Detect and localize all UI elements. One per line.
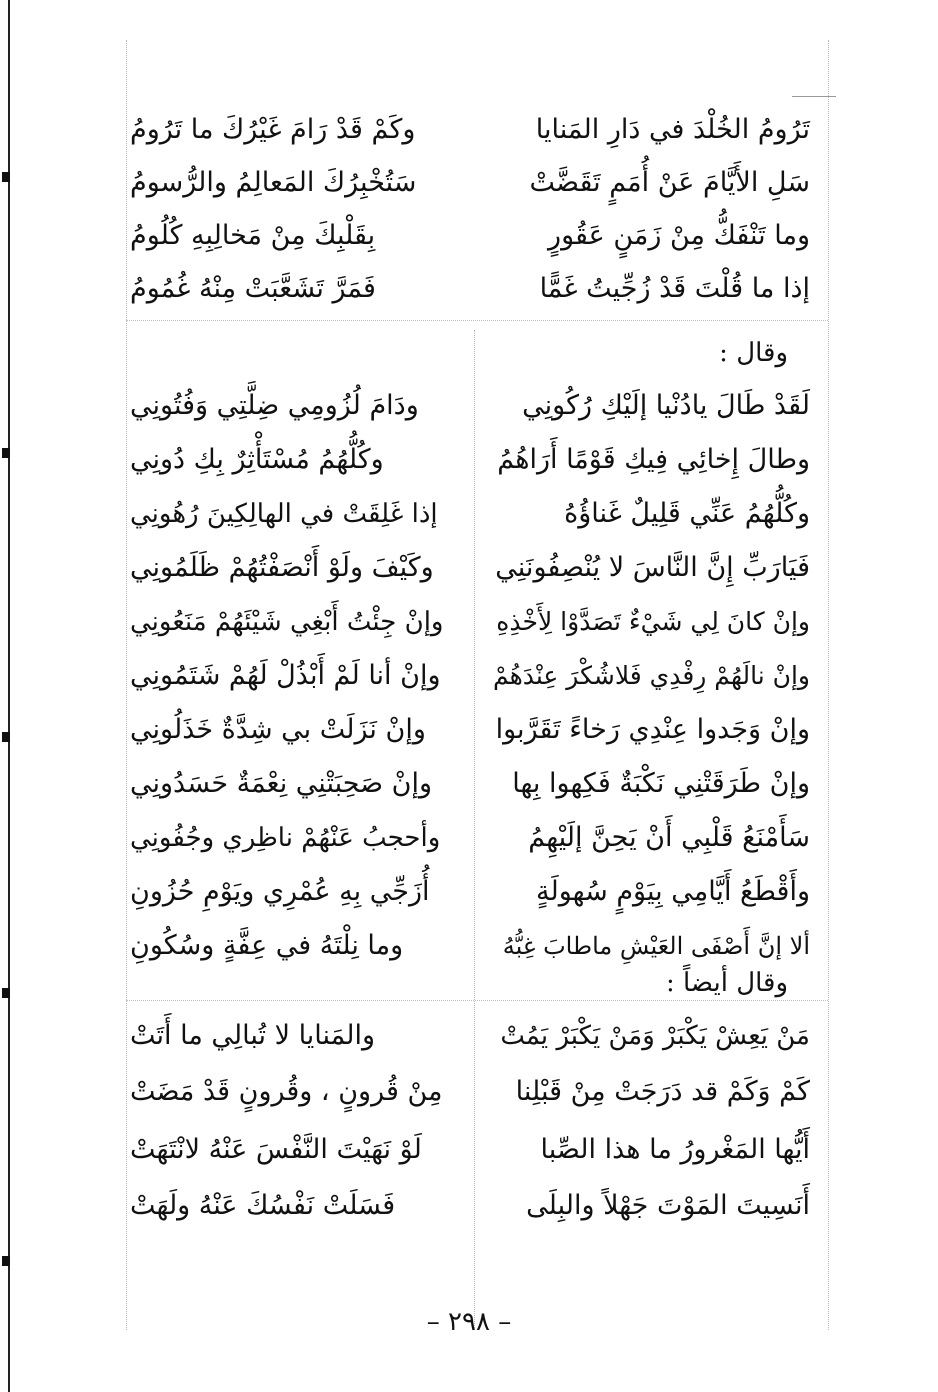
scan-edge-mark: [2, 172, 10, 182]
first-hemistich: وما تَنْفَكُّ مِنْ زَمَنٍ عَقُورٍ: [548, 220, 810, 251]
verse-line: [130, 1010, 810, 1062]
first-hemistich: كَمْ وَكَمْ قد دَرَجَتْ مِنْ قَبْلِنا: [515, 1076, 810, 1107]
verse-line: [130, 596, 810, 648]
second-hemistich: وأحجبُ عَنْهُمْ ناظِري وجُفُونِي: [130, 823, 441, 853]
verse-line: [130, 758, 810, 810]
first-hemistich: وإنْ طَرَقَتْنِي نَكْبَةٌ فَكِهوا بِها: [512, 768, 810, 799]
first-hemistich: وإنْ كانَ لِي شَيْءٌ تَصَدَّوْا لِأَخْذِهِ: [496, 607, 810, 636]
dotted-guide-line: [828, 40, 829, 1330]
verse-line: [130, 380, 810, 432]
verse-line: [130, 210, 810, 262]
first-hemistich: إذا ما قُلْتَ قَدْ زُجِّيتُ غَمًّا: [539, 273, 810, 304]
verse-line: [130, 488, 810, 540]
first-hemistich: ألا إنَّ أَصْفَى العَيْشِ ماطابَ غِبُّهُ: [502, 932, 810, 960]
dotted-guide-line: [126, 320, 828, 321]
first-hemistich: سَلِ الأَيَّامَ عَنْ أُمَمٍ تَقَضَّتْ: [529, 167, 810, 198]
second-hemistich: وكَيْفَ ولَوْ أَنْصَفْتُهُمْ ظَلَمُونِي: [130, 552, 434, 583]
second-hemistich: لَوْ نَهَيْتَ النَّفْسَ عَنْهُ لانْتَهَتْ: [130, 1134, 422, 1165]
second-hemistich: إذا غَلِقَتْ في الهالِكِينَ رُهُونِي: [130, 499, 438, 529]
verse-line: [130, 434, 810, 486]
scan-edge-mark: [2, 988, 10, 998]
second-hemistich: فَمَرَّ تَشَعَّبَتْ مِنْهُ غُمُومُ: [130, 273, 376, 304]
page-number: – ٢٩٨ –: [426, 1307, 512, 1337]
poem-intro: وقال أيضاً :: [665, 968, 788, 998]
second-hemistich: وإنْ نَزَلَتْ بي شِدَّةٌ خَذَلُونِي: [130, 714, 426, 745]
first-hemistich: وطالَ إِخائِي فِيكِ قَوْمًا أَرَاهُمُ: [497, 444, 810, 475]
second-hemistich: وإنْ أنا لَمْ أَبْذُلْ لَهُمْ شَتَمُونِي: [130, 660, 441, 691]
second-hemistich: وإنْ جِئْتُ أَبْغِي شَيْئَهُمْ مَنَعُونِي: [130, 607, 444, 637]
verse-line: [130, 104, 810, 156]
first-hemistich: وكُلُّهُمُ عَنِّي قَلِيلٌ غَناؤُهُ: [564, 498, 810, 529]
second-hemistich: وما نِلْتَهُ في عِفَّةٍ وسُكُونِ: [130, 930, 404, 961]
first-hemistich: تَرُومُ الخُلْدَ في دَارِ المَنايا: [535, 114, 810, 145]
scan-edge-mark: [2, 448, 10, 458]
first-hemistich: وإنْ نالَهُمْ رِفْدِي فَلاشُكْرَ عِنْدَهُمْ: [492, 661, 810, 690]
first-hemistich: مَنْ يَعِشْ يَكْبَرْ وَمَنْ يَكْبَرْ يَمُتْ: [500, 1021, 810, 1051]
verse-line: [130, 1066, 810, 1118]
verse-line: [130, 704, 810, 756]
second-hemistich: والمَنايا لا تُبالِي ما أَتَتْ: [130, 1020, 376, 1051]
verse-line: [130, 1180, 810, 1232]
second-hemistich: ودَامَ لُزُومِي ضِلَّتِي وَفُتُونِي: [130, 390, 419, 421]
header-rule: [792, 96, 836, 97]
verse-line: [130, 650, 810, 702]
verse-line: [130, 542, 810, 594]
second-hemistich: وكَمْ قَدْ رَامَ غَيْرُكَ ما تَرُومُ: [130, 114, 416, 145]
first-hemistich: أَيُّها المَغْرورُ ما هذا الصِّبا: [540, 1134, 810, 1165]
first-hemistich: فَيَارَبِّ إِنَّ النَّاسَ لا يُنْصِفُونَنِي: [495, 552, 810, 583]
verse-line: [130, 157, 810, 209]
second-hemistich: فَسَلَتْ نَفْسُكَ عَنْهُ ولَهَتْ: [130, 1190, 396, 1221]
first-hemistich: سَأَمْنَعُ قَلْبِي أَنْ يَحِنَّ إلَيْهِمُ: [528, 822, 810, 853]
scan-edge-line: [8, 0, 10, 1392]
second-hemistich: مِنْ قُرونٍ ، وقُرونٍ قَدْ مَضَتْ: [130, 1076, 443, 1107]
first-hemistich: أَنَسِيتَ المَوْتَ جَهْلاً والبِلَى: [526, 1190, 810, 1221]
dotted-guide-line: [126, 40, 127, 1330]
first-hemistich: وأَقْطَعُ أَيَّامِي بِيَوْمٍ سُهولَةٍ: [536, 876, 810, 907]
verse-line: [130, 1124, 810, 1176]
second-hemistich: وكُلُّهُمُ مُسْتَأْثِرٌ بِكِ دُونِي: [130, 444, 384, 475]
poem-intro: وقال :: [719, 338, 788, 368]
second-hemistich: بِقَلْبِكَ مِنْ مَخالِبِهِ كُلُومُ: [130, 220, 376, 251]
second-hemistich: سَتُخْبِرُكَ المَعالِمُ والرُّسومُ: [130, 167, 417, 198]
second-hemistich: وإنْ صَحِبَتْنِي نِعْمَةٌ حَسَدُونِي: [130, 768, 433, 799]
first-hemistich: لَقَدْ طَالَ يادُنْيا إلَيْكِ رُكُونِي: [522, 390, 810, 421]
verse-line: [130, 263, 810, 315]
second-hemistich: أُزَجِّي بِهِ عُمْرِي ويَوْمِ حُزُونِ: [130, 876, 430, 907]
first-hemistich: وإنْ وَجَدوا عِنْدِي رَخاءً تَقَرَّبوا: [495, 714, 810, 745]
verse-line: [130, 866, 810, 918]
verse-line: [130, 812, 810, 864]
scan-edge-mark: [2, 732, 10, 742]
scan-edge-mark: [2, 1256, 10, 1266]
